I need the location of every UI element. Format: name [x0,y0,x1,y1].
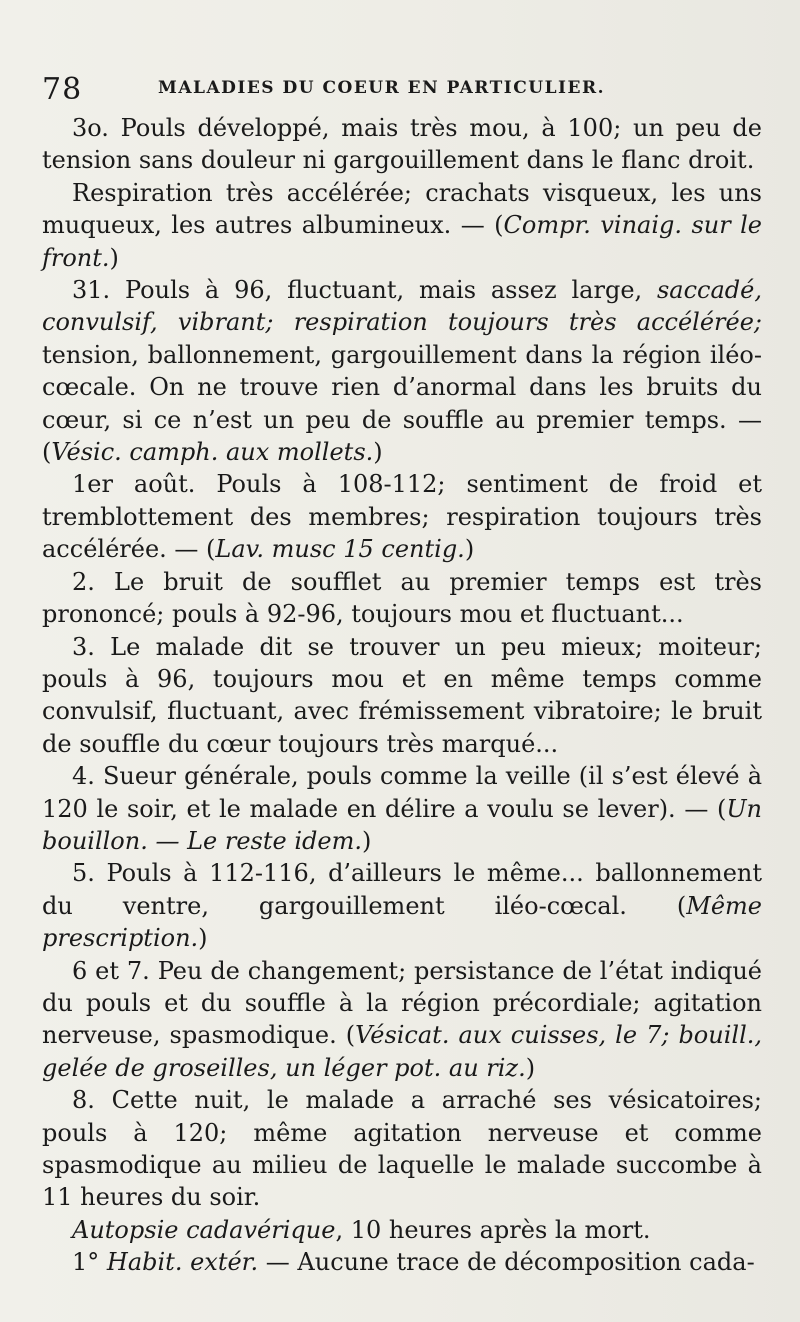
italic-run: Habit. extér. [106,1248,259,1277]
italic-run: Un bouillon. — Le reste idem. [42,794,762,855]
page-number: 78 [42,72,83,107]
text-run: 31. Pouls à 96, fluctuant, mais assez large, [72,276,657,305]
italic-run: Lav. musc 15 centig. [215,535,465,564]
text-run: tension, ballonnement, gargouillement dans la région iléo-cœcale. On ne trouve rien d’anormal dans les bruits du cœur, si ce n’est un peu de souffle au premier temps. — ( [42,340,762,467]
text-run: 3o. Pouls développé, mais très mou, à 100; un peu de tension sans douleur ni gargouillement dans le flanc droit. [42,114,762,175]
text-run: — Aucune trace de décomposition cada- [258,1248,755,1277]
paragraph [42,760,762,857]
italic-run: Compr. vinaig. sur le front. [42,211,763,272]
text-run: ) [373,438,383,467]
text-run: 1° [72,1248,107,1277]
paragraph [42,112,762,177]
paragraph [42,631,762,761]
paragraph [42,566,762,631]
paragraph [42,1246,762,1278]
text-run: ) [109,243,119,272]
body-text [42,112,762,1279]
italic-run: Vésic. camph. aux mollets. [51,438,374,467]
italic-run: Même prescription. [42,891,762,953]
text-run: 5. Pouls à 112-116, d’ailleurs le même... ballonnement du ventre, gargouillement iléo-cœcal. ( [42,859,762,920]
text-run: Respiration très accélérée; crachats visqueux, les uns muqueux, les autres albumineux. — ( [42,178,762,240]
paragraph [42,468,762,565]
text-run: ) [525,1053,536,1082]
text-run: ) [361,826,372,855]
paragraph [42,955,762,1085]
paragraph [42,1084,762,1214]
text-run: ) [198,924,208,953]
text-run: , 10 heures après la mort. [335,1215,651,1244]
italic-run: Autopsie cadavérique [72,1215,336,1244]
paragraph [42,857,762,954]
text-run: 4. Sueur générale, pouls comme la veille (il s’est élevé à 120 le soir, et le malade en délire a voulu se lever). — ( [42,762,762,823]
text-run: 6 et 7. Peu de changement; persistance de l’état indiqué du pouls et du souffle à la région précordiale; agitation nerveuse, spasmodique. ( [42,956,762,1050]
running-head: MALADIES DU COEUR EN PARTICULIER. [158,78,605,98]
italic-run: saccadé, convulsif, vibrant; respiration toujours très accélérée; [42,276,762,337]
text-run: 8. Cette nuit, le malade a arraché ses vésicatoires; pouls à 120; même agitation nerveuse et comme spasmodique au milieu de laquelle le malade succombe à 11 heures du soir. [42,1086,762,1212]
page-header [38,70,768,106]
text-run: ) [464,535,475,564]
paragraph [42,1214,762,1246]
text-run: 2. Le bruit de soufflet au premier temps est très prononcé; pouls à 92-96, toujours mou et fluctuant... [42,567,762,629]
text-run: 1er août. Pouls à 108-112; sentiment de froid et tremblottement des membres; respiration toujours très accélérée. — ( [42,470,762,564]
paragraph [42,274,762,468]
italic-run: Vésicat. aux cuisses, le 7; bouill., gelée de groseilles, un léger pot. au riz. [42,1021,762,1082]
text-run: 3. Le malade dit se trouver un peu mieux; moiteur; pouls à 96, toujours mou et en même temps comme convulsif, fluctuant, avec frémissement vibratoire; le bruit de souffle du cœur toujours très marqué... [42,632,762,758]
paragraph [42,177,762,274]
